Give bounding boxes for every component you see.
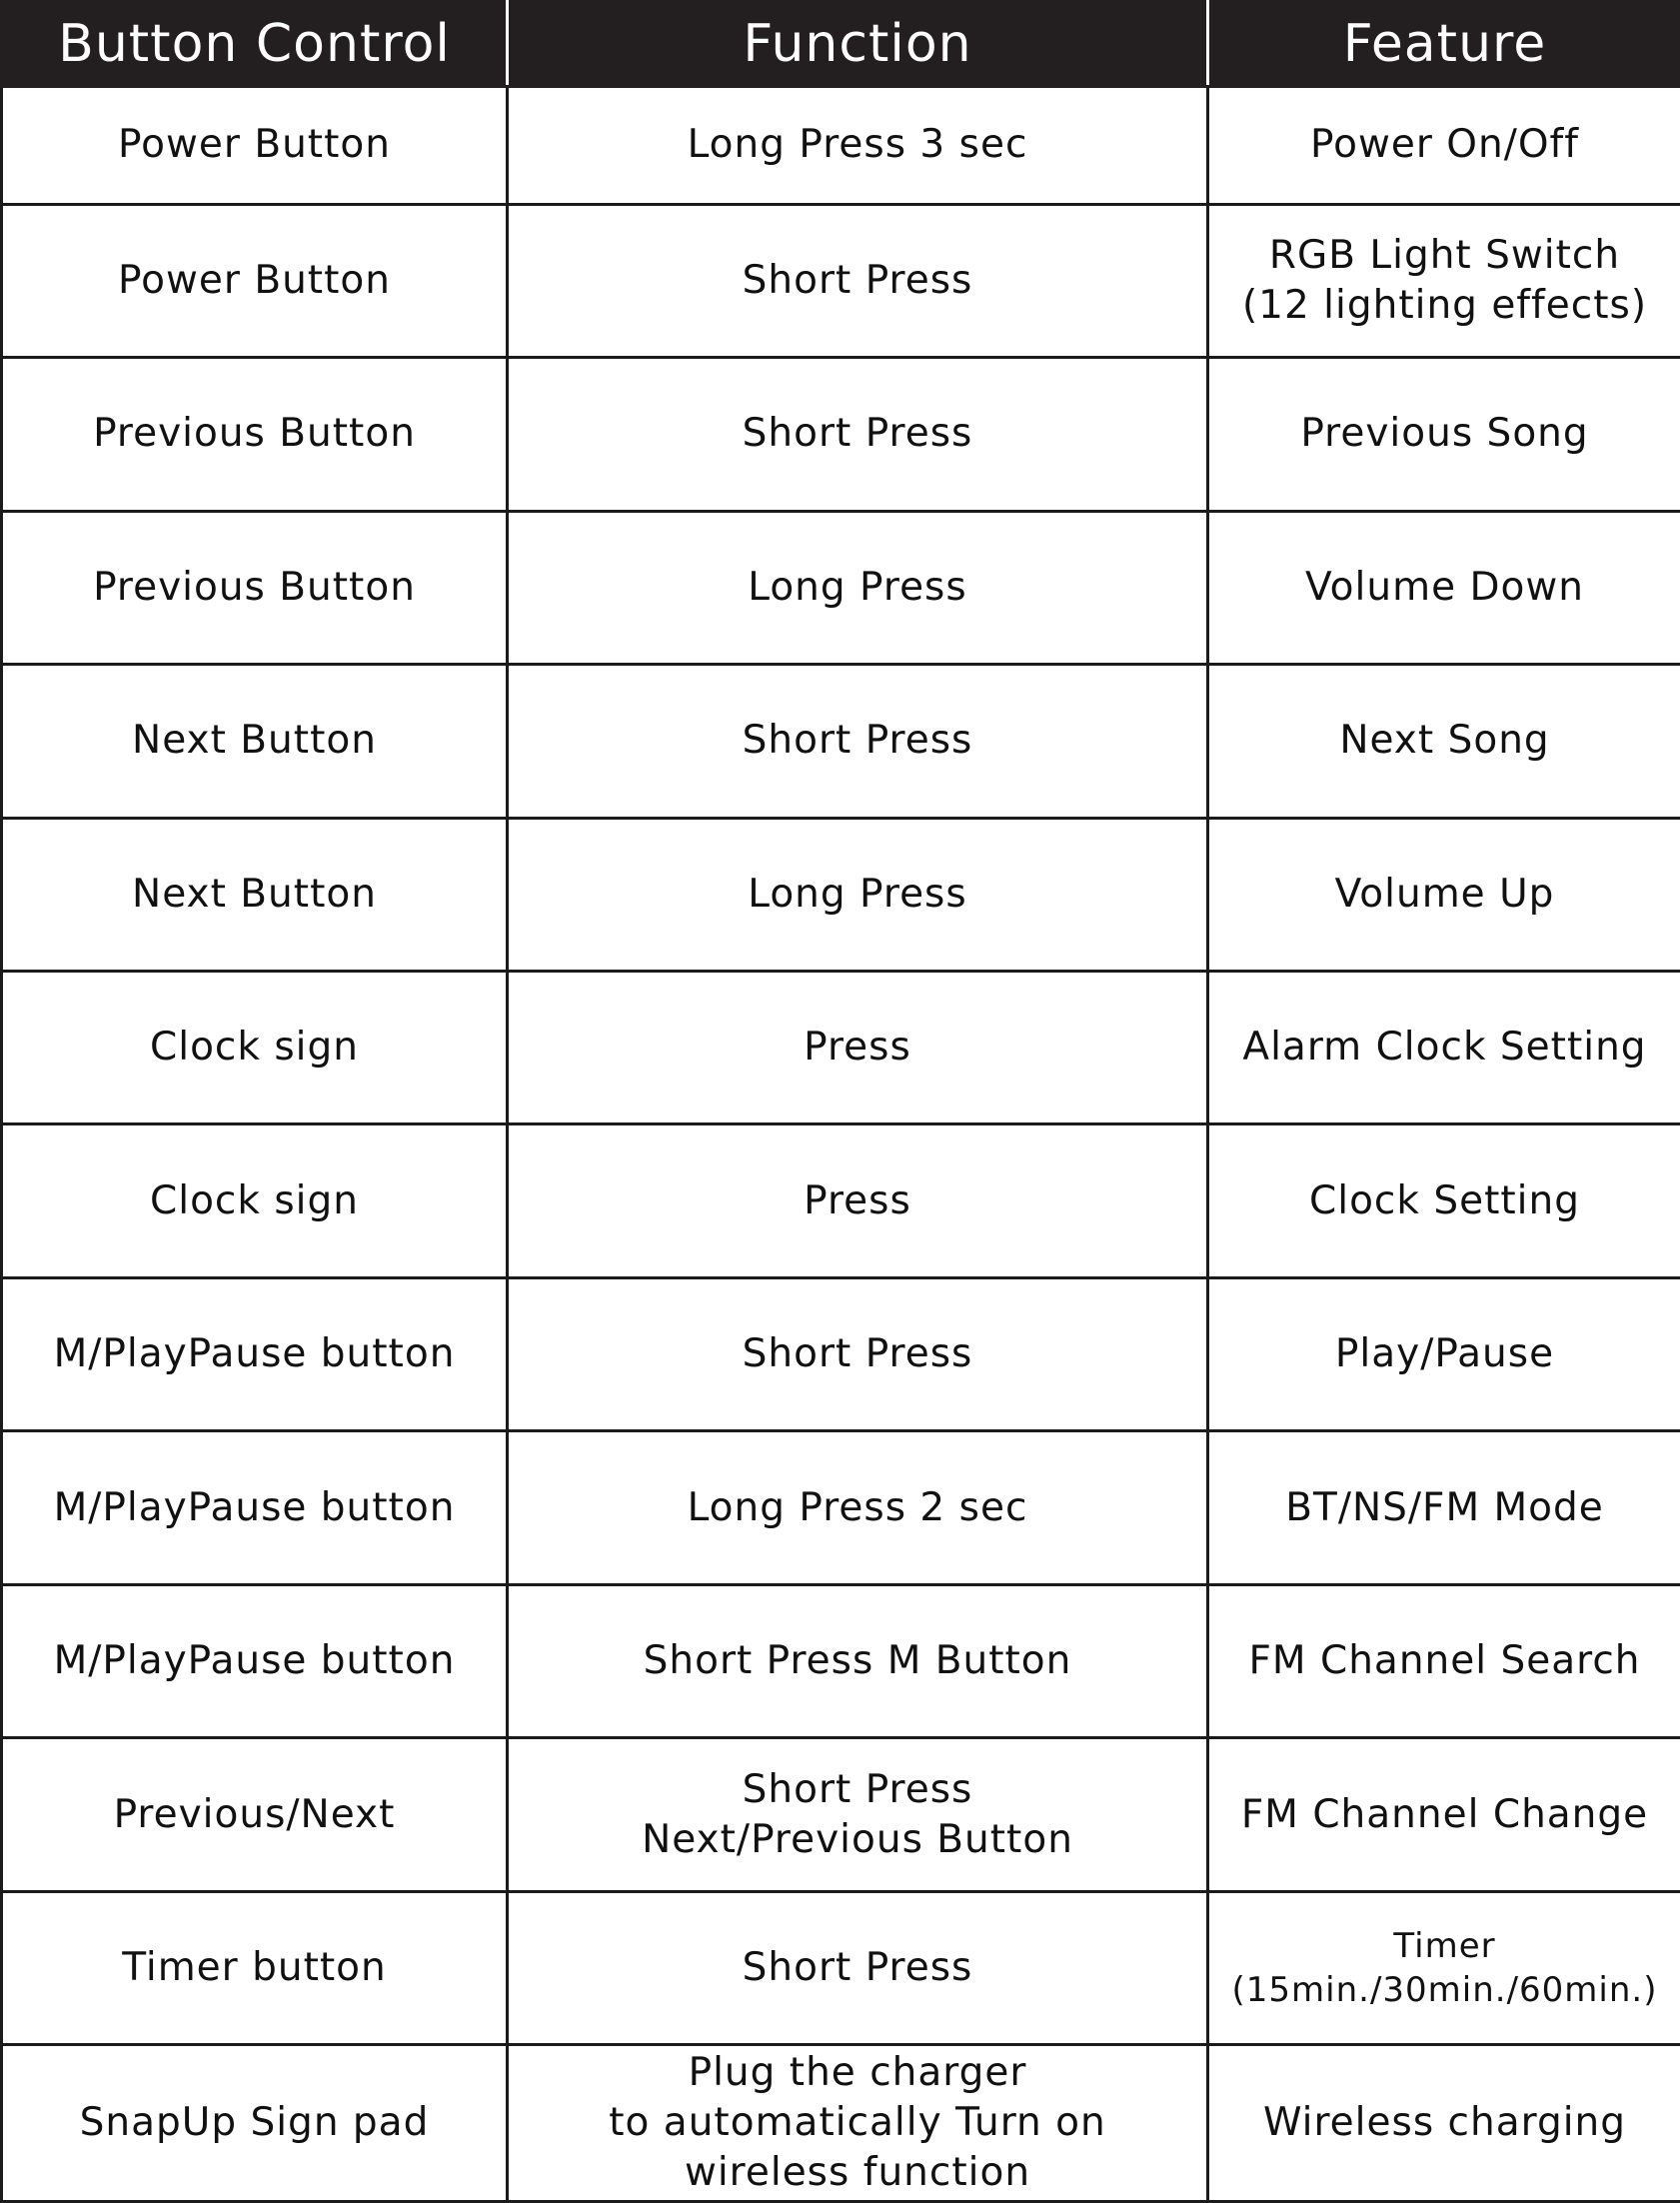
cell-control: Next Button [2, 818, 508, 971]
cell-control: Timer button [2, 1891, 508, 2044]
cell-function: Short Press [508, 204, 1208, 357]
cell-feature: Volume Down [1208, 511, 1680, 664]
table-row [2, 1891, 1680, 2044]
cell-control: M/PlayPause button [2, 1584, 508, 1737]
cell-feature: Wireless charging [1208, 2045, 1680, 2202]
table-row [2, 1431, 1680, 1584]
cell-feature: FM Channel Change [1208, 1738, 1680, 1891]
cell-feature: Play/Pause [1208, 1277, 1680, 1430]
cell-control: M/PlayPause button [2, 1277, 508, 1430]
table-row [2, 358, 1680, 511]
cell-feature: Clock Setting [1208, 1124, 1680, 1277]
table-row [2, 818, 1680, 971]
cell-feature: FM Channel Search [1208, 1584, 1680, 1737]
cell-function: Short Press [508, 358, 1208, 511]
header-feature: Feature [1208, 2, 1680, 87]
cell-control: SnapUp Sign pad [2, 2045, 508, 2202]
cell-feature: Previous Song [1208, 358, 1680, 511]
cell-function: Short Press [508, 1277, 1208, 1430]
cell-control: Previous/Next [2, 1738, 508, 1891]
cell-feature: BT/NS/FM Mode [1208, 1431, 1680, 1584]
cell-function: Short Press [508, 1891, 1208, 2044]
cell-feature: RGB Light Switch (12 lighting effects) [1208, 204, 1680, 357]
cell-function: Short Press M Button [508, 1584, 1208, 1737]
cell-function: Short Press Next/Previous Button [508, 1738, 1208, 1891]
cell-function: Long Press [508, 511, 1208, 664]
header-button-control: Button Control [2, 2, 508, 87]
cell-function: Short Press [508, 665, 1208, 818]
cell-feature: Volume Up [1208, 818, 1680, 971]
table-row [2, 665, 1680, 818]
cell-function: Press [508, 972, 1208, 1124]
cell-control: Next Button [2, 665, 508, 818]
cell-feature: Alarm Clock Setting [1208, 972, 1680, 1124]
cell-feature: Next Song [1208, 665, 1680, 818]
cell-feature: Timer (15min./30min./60min.) [1208, 1891, 1680, 2044]
header-function: Function [508, 2, 1208, 87]
cell-control: Power Button [2, 87, 508, 205]
cell-control: Clock sign [2, 972, 508, 1124]
table-row [2, 1584, 1680, 1737]
cell-function: Long Press 3 sec [508, 87, 1208, 205]
cell-control: Previous Button [2, 511, 508, 664]
cell-feature: Power On/Off [1208, 87, 1680, 205]
cell-control: Power Button [2, 204, 508, 357]
cell-function: Long Press [508, 818, 1208, 971]
table-row [2, 1124, 1680, 1277]
cell-control: Previous Button [2, 358, 508, 511]
cell-function: Long Press 2 sec [508, 1431, 1208, 1584]
table-row [2, 204, 1680, 357]
table-row [2, 1738, 1680, 1891]
table-row [2, 511, 1680, 664]
table-row [2, 87, 1680, 205]
table-row [2, 972, 1680, 1124]
cell-function: Press [508, 1124, 1208, 1277]
table-row [2, 2045, 1680, 2202]
table-header-row [2, 2, 1680, 87]
cell-function: Plug the charger to automatically Turn on wireless function [508, 2045, 1208, 2202]
cell-control: M/PlayPause button [2, 1431, 508, 1584]
cell-control: Clock sign [2, 1124, 508, 1277]
table-row [2, 1277, 1680, 1430]
